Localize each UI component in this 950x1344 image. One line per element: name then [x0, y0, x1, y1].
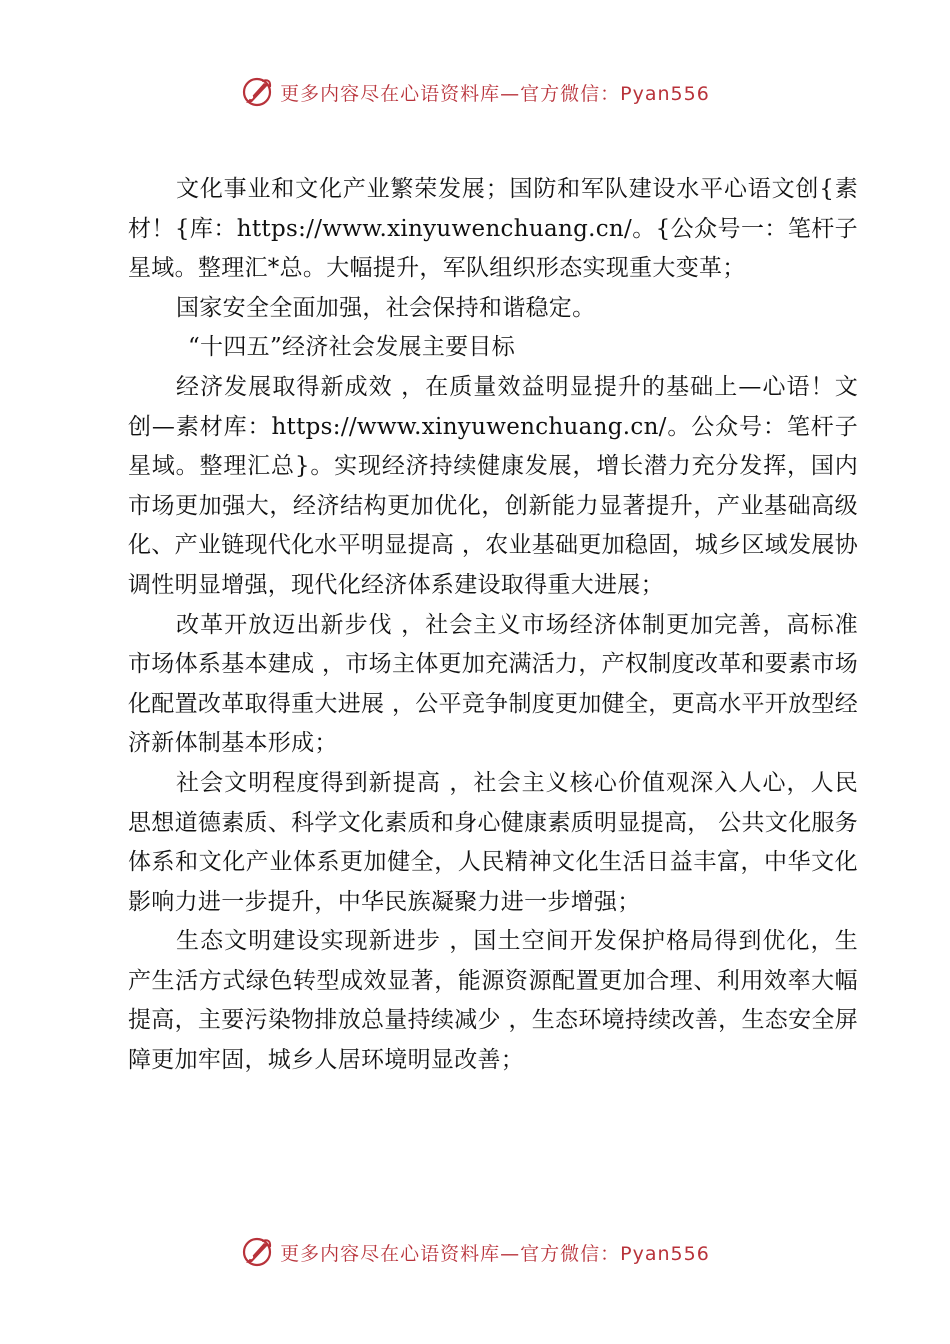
section-heading: “十四五”经济社会发展主要目标 — [188, 334, 516, 361]
paragraph-1: 文化事业和文化产业繁荣发展；国防和军队建设水平心语文创{素材！{库：https://www.xinyuwenchuang.cn/。{公众号一：笔杆子星域。整理汇*总。大幅提升，军队组织形态实现重大变革； — [128, 176, 858, 282]
paragraph-5: 社会文明程度得到新提高 ，社会主义核心价值观深入人心，人民思想道德素质、科学文化素质和身心健康素质明显提高， 公共文化服务体系和文化产业体系更加健全，人民精神文化生活日益丰富，中华文化影响力进一步提升，中华民族凝聚力进一步增强； — [128, 769, 858, 915]
paragraph-6: 生态文明建设实现新进步 ，国土空间开发保护格局得到优化，生产生活方式绿色转型成效显著，能源资源配置更加合理、利用效率大幅提高，主要污染物排放总量持续减少 ，生态环境持续改善，生态安全屏障更加牢固，城乡人居环境明显改善； — [128, 928, 858, 1074]
header-banner — [0, 72, 950, 112]
document-body — [128, 170, 858, 1081]
footer-banner-text: 更多内容尽在心语资料库—官方微信：Pyan556 — [280, 1242, 710, 1265]
paragraph-2: 国家安全全面加强，社会保持和谐稳定。 — [176, 294, 596, 321]
header-banner-text: 更多内容尽在心语资料库—官方微信：Pyan556 — [280, 82, 710, 105]
quill-logo-icon — [240, 1235, 274, 1269]
paragraph-3: 经济发展取得新成效 ，在质量效益明显提升的基础上—心语！文创—素材库：https://www.xinyuwenchuang.cn/。公众号：笔杆子星域。整理汇总}。实现经济持续健康发展，增长潜力充分发挥，国内市场更加强大，经济结构更加优化，创新能力显著提升，产业基础高级化、产业链现代化水平明显提高 ，农业基础更加稳固，城乡区域发展协调性明显增强，现代化经济体系建设取得重大进展； — [128, 373, 858, 598]
footer-banner — [0, 1232, 950, 1272]
paragraph-4: 改革开放迈出新步伐 ，社会主义市场经济体制更加完善，高标准市场体系基本建成 ，市场主体更加充满活力，产权制度改革和要素市场化配置改革取得重大进展 ，公平竞争制度更加健全，更高水平开放型经济新体制基本形成； — [128, 611, 858, 757]
quill-logo-icon — [240, 75, 274, 109]
